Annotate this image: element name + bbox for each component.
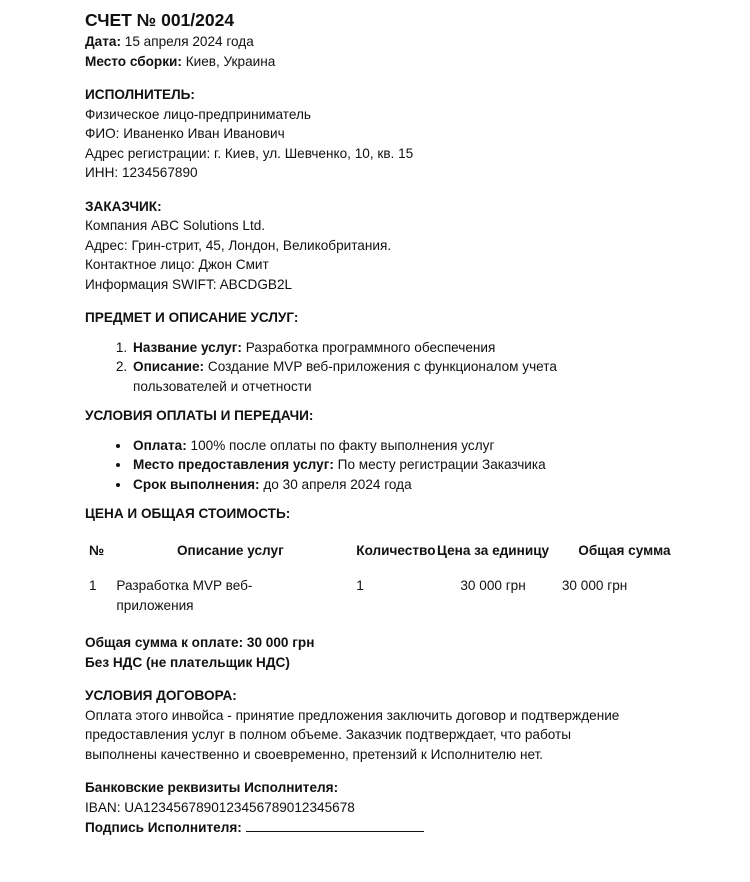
list-item xyxy=(131,357,603,396)
customer-line: Компания ABC Solutions Ltd. xyxy=(85,218,266,233)
services-heading: ПРЕДМЕТ И ОПИСАНИЕ УСЛУГ: xyxy=(85,310,299,325)
iban: IBAN: UA1234567890123456789012345678 xyxy=(85,799,355,815)
table-header-row xyxy=(83,537,693,565)
total-amount: Общая сумма к оплате: 30 000 грн xyxy=(85,635,315,650)
bank-details-heading: Банковские реквизиты Исполнителя: xyxy=(85,780,339,795)
list-item xyxy=(131,475,715,495)
service-item-label: Описание: xyxy=(133,359,205,374)
table-row xyxy=(83,572,693,619)
column-header-total: Общая сумма xyxy=(578,542,671,558)
term-value: до 30 апреля 2024 года xyxy=(263,476,412,492)
cell-unit-price: 30 000 грн xyxy=(460,578,526,593)
cell-number: 1 xyxy=(89,578,97,593)
customer-line: Информация SWIFT: ABCDGB2L xyxy=(85,276,293,292)
signature-row xyxy=(85,817,715,838)
column-header-quantity: Количество xyxy=(356,542,436,558)
contract-terms-text: предоставления услуг в полном объеме. Заказчик подтверждает, что работы xyxy=(85,727,572,742)
place-value: Киев, Украина xyxy=(185,53,276,69)
signature-line xyxy=(246,817,424,832)
payment-terms-heading: УСЛОВИЯ ОПЛАТЫ И ПЕРЕДАЧИ: xyxy=(85,408,314,423)
service-item-label: Название услуг: xyxy=(133,339,242,355)
term-value: 100% после оплаты по факту выполнения услуг xyxy=(190,437,495,453)
list-item xyxy=(131,338,715,358)
signature-label: Подпись Исполнителя: xyxy=(85,820,242,835)
vat-note: Без НДС (не плательщик НДС) xyxy=(85,654,290,670)
payment-terms-list xyxy=(85,436,715,495)
customer-line: Адрес: Грин-стрит, 45, Лондон, Великобритания. xyxy=(85,237,392,253)
term-label: Оплата: xyxy=(133,437,187,453)
column-header-number: № xyxy=(89,542,105,558)
contract-terms-text: Оплата этого инвойса - принятие предложения заключить договор и подтверждение xyxy=(85,707,620,723)
contractor-line: Физическое лицо-предприниматель xyxy=(85,106,311,122)
invoice-place xyxy=(85,52,715,72)
contractor-line: ФИО: Иваненко Иван Иванович xyxy=(85,126,285,141)
contract-terms-heading: УСЛОВИЯ ДОГОВОРА: xyxy=(85,688,237,703)
list-item xyxy=(131,455,715,475)
service-item-value: Разработка программного обеспечения xyxy=(245,339,496,355)
invoice-date xyxy=(85,32,715,52)
contract-terms-text: выполнены качественно и своевременно, претензий к Исполнителю нет. xyxy=(85,746,544,762)
contractor-line: ИНН: 1234567890 xyxy=(85,165,198,180)
pricing-table xyxy=(83,537,693,620)
invoice-document xyxy=(85,8,715,838)
cell-quantity: 1 xyxy=(356,578,364,593)
term-label: Место предоставления услуг: xyxy=(133,457,334,472)
contractor-heading: ИСПОЛНИТЕЛЬ: xyxy=(85,87,195,102)
column-header-description: Описание услуг xyxy=(176,542,284,558)
invoice-title: СЧЕТ № 001/2024 xyxy=(85,10,235,30)
column-header-unit-price: Цена за единицу xyxy=(436,542,550,558)
contractor-line: Адрес регистрации: г. Киев, ул. Шевченко, 10, кв. 15 xyxy=(85,145,414,161)
date-label: Дата: xyxy=(85,34,121,49)
list-item xyxy=(131,436,715,456)
service-item-value: Создание MVP веб-приложения с функционалом учета пользователей и отчетности xyxy=(133,359,557,394)
services-list xyxy=(85,338,715,397)
cell-description: Разработка MVP веб-приложения xyxy=(116,578,253,613)
place-label: Место сборки: xyxy=(85,53,182,69)
cell-total: 30 000 грн xyxy=(561,578,628,593)
term-value: По месту регистрации Заказчика xyxy=(337,457,546,472)
customer-line: Контактное лицо: Джон Смит xyxy=(85,257,269,272)
date-value: 15 апреля 2024 года xyxy=(124,34,254,49)
customer-heading: ЗАКАЗЧИК: xyxy=(85,198,162,214)
term-label: Срок выполнения: xyxy=(133,476,260,492)
pricing-heading: ЦЕНА И ОБЩАЯ СТОИМОСТЬ: xyxy=(85,506,291,521)
